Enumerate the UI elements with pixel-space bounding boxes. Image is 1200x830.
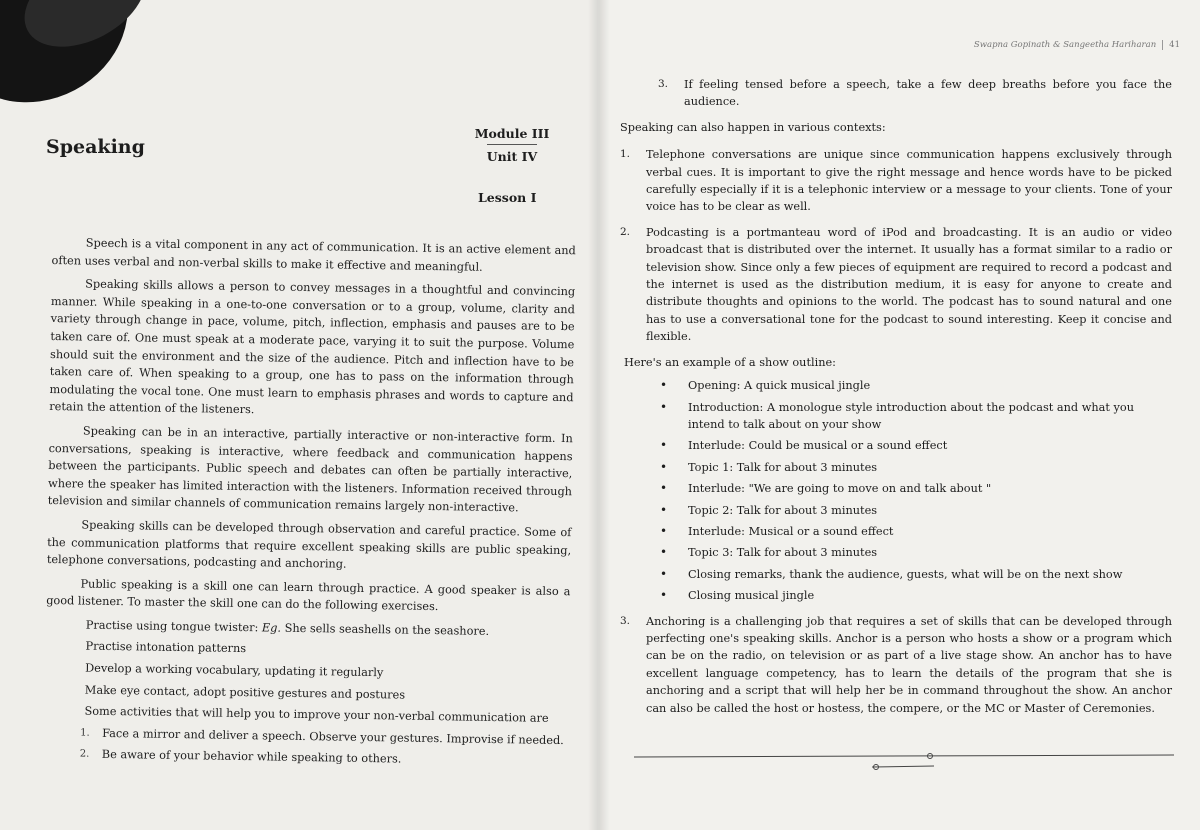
- outline-text: Introduction: A monologue style introduction about the podcast and what you intend to talk about on your show: [688, 400, 1134, 431]
- exercise-item: Develop a working vocabulary, updating it regularly: [85, 661, 384, 680]
- chapter-title: Speaking: [46, 136, 145, 158]
- outline-text: Topic 3: Talk for about 3 minutes: [688, 546, 878, 560]
- item-text: If feeling tensed before a speech, take a few deep breaths before you face the audience.: [684, 78, 1172, 109]
- book-gutter: [588, 0, 610, 830]
- activity-text: Be aware of your behavior while speaking to others.: [101, 748, 402, 766]
- outline-item: [660, 502, 1172, 519]
- context-item: [620, 613, 1172, 717]
- bullet-icon: •: [660, 378, 668, 393]
- outline-text: Interlude: Could be musical or a sound effect: [688, 439, 948, 453]
- page-number: 41: [1162, 40, 1180, 50]
- bullet-icon: •: [660, 588, 668, 603]
- outline-item: [660, 437, 1172, 454]
- activity-number: 2.: [79, 748, 90, 761]
- bullet-icon: •: [660, 523, 668, 538]
- paragraph: Public speaking is a skill one can learn through practice. A good speaker is also a good listener. To master the skill one can do the following exercises.: [46, 577, 571, 614]
- outline-item: [660, 566, 1172, 583]
- outline-text: Closing remarks, thank the audience, guests, what will be on the next show: [688, 567, 1123, 581]
- item-text: Telephone conversations are unique since communication happens exclusively through verbal cues. It is important to give the right message and hence words have to be picked carefully especially if it is a telephonic interview or a message to your clients. Tone of your voice has to be clear as well.: [646, 148, 1172, 214]
- outline-item: [660, 459, 1172, 476]
- left-page: [0, 0, 598, 830]
- paragraph: Speech is a vital component in any act of communication. It is an active element and often uses verbal and non-verbal skills to make it effective and meaningful.: [51, 236, 576, 274]
- bullet-icon: •: [660, 438, 668, 453]
- example-abbrev: Eg.: [261, 621, 282, 635]
- item-number: 3.: [658, 78, 669, 90]
- outline-item: [660, 523, 1172, 540]
- activity-list: [80, 724, 569, 771]
- bullet-icon: •: [660, 566, 668, 581]
- unit-label: Unit IV: [487, 144, 537, 167]
- tip-item: [658, 76, 1172, 111]
- lesson-label: Lesson I: [478, 190, 537, 205]
- outline-text: Interlude: Musical or a sound effect: [688, 524, 894, 538]
- left-body-text: [44, 234, 576, 775]
- module-label: Module III: [474, 126, 550, 141]
- bullet-icon: •: [660, 502, 668, 517]
- outline-item: [660, 377, 1172, 394]
- paragraph: Speaking skills can be developed through observation and careful practice. Some of the communication platforms that require excellent speaking skills are public speaking, telephone conversations, podcasting and anchoring.: [46, 518, 572, 571]
- outline-item: [660, 587, 1172, 604]
- exercise-item: [86, 616, 570, 641]
- right-body-text: [620, 76, 1172, 725]
- exercise-list: [84, 616, 570, 728]
- activity-text: Face a mirror and deliver a speech. Observe your gestures. Improvise if needed.: [102, 726, 564, 747]
- outline-item: [660, 399, 1172, 434]
- exercise-item: Make eye contact, adopt positive gestures and postures: [84, 683, 406, 702]
- outline-text: Topic 2: Talk for about 3 minutes: [688, 503, 878, 517]
- outline-text: Interlude: "We are going to move on and talk about ": [688, 482, 992, 496]
- bullet-icon: •: [660, 459, 668, 474]
- outline-item: [660, 480, 1172, 497]
- paragraph: Speaking can be in an interactive, partially interactive or non-interactive form. In conversations, speaking is interactive, where feedback and communication happens between the participants. Public speech and debates can often be partially interactive, where the speaker has limited interaction with the listeners. Information received through television and similar channels of communication remains largely non-interactive.: [47, 424, 573, 515]
- item-number: 1.: [620, 148, 631, 161]
- outline-item: [660, 544, 1172, 561]
- show-outline-list: [660, 377, 1172, 604]
- running-head: [974, 40, 1180, 50]
- paragraph: Speaking skills allows a person to convey messages in a thoughtful and convincing manner. While speaking in a one-to-one conversation or to a group, volume, clarity and variety through change in pace, volume, pitch, inflection, emphasis and pauses are to be taken care of. One must speak at a moderate pace, varying it to suit the purpose. Volume should suit the environment and the size of the audience. Pitch and inflection have to be taken care of. When speaking to a group, one has to pass on the information through modulating the vocal tone. One must learn to emphasis phrases and words to capture and retain the attention of the listeners.: [49, 277, 576, 417]
- contexts-intro: Speaking can also happen in various contexts:: [620, 120, 886, 134]
- item-number: 2.: [620, 225, 631, 238]
- context-item: [620, 146, 1172, 216]
- outline-heading: Here's an example of a show outline:: [624, 355, 836, 369]
- bullet-icon: •: [660, 399, 668, 414]
- exercise-text: Practise using tongue twister:: [85, 618, 263, 635]
- bullet-icon: •: [660, 545, 668, 560]
- activity-item: [80, 746, 568, 771]
- exercise-item: Practise intonation patterns: [85, 640, 247, 656]
- exercise-item: Some activities that will help you to improve your non-verbal communication are: [84, 704, 549, 726]
- outline-text: Opening: A quick musical jingle: [688, 379, 871, 393]
- section-divider-ornament: [634, 750, 1174, 774]
- context-item: [620, 224, 1172, 346]
- item-text: Podcasting is a portmanteau word of iPod and broadcasting. It is an audio or video broadcast that is distributed over the internet. It usually has a format similar to a radio or television show. Since only a few pieces of equipment are required to record a podcast and the internet is used as the distribution medium, it is easy for anyone to create and distribute thoughts and opinions to the world. The podcast has to sound natural and one has to use a conversational tone for the podcast to sound interesting. Keep it concise and flexible.: [646, 225, 1172, 344]
- exercise-text: She sells seashells on the seashore.: [280, 621, 490, 638]
- item-text: Anchoring is a challenging job that requires a set of skills that can be developed through perfecting one's speaking skills. Anchor is a person who hosts a show or a program which can be on the radio, on television or as part of a live stage show. An anchor has to have excellent language competency, has to learn the details of the program that she is anchoring and a script that will help her be in command throughout the show. An anchor can also be called the host or hostess, the compere, or the MC or Master of Ceremonies.: [646, 614, 1172, 715]
- outline-text: Closing musical jingle: [688, 589, 815, 603]
- author-names: Swapna Gopinath & Sangeetha Hariharan: [973, 40, 1157, 50]
- outline-text: Topic 1: Talk for about 3 minutes: [688, 460, 878, 474]
- bullet-icon: •: [660, 481, 668, 496]
- activity-item: [80, 724, 568, 749]
- item-number: 3.: [620, 614, 631, 627]
- activity-number: 1.: [80, 727, 90, 739]
- module-block: [462, 124, 562, 167]
- right-page: [598, 0, 1200, 830]
